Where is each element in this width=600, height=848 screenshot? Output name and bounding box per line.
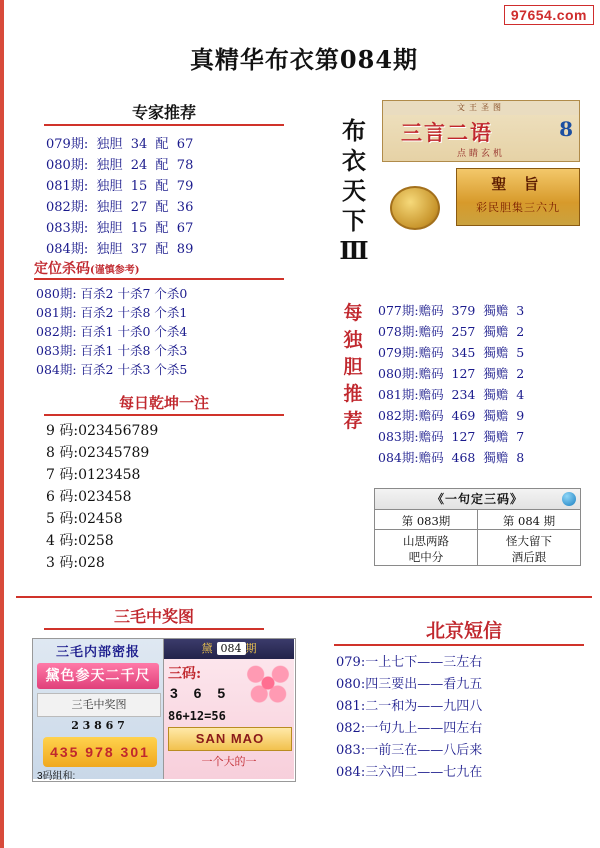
banner2-subtitle: 彩民胆集三六九: [476, 201, 560, 214]
dandan-list: [378, 300, 588, 468]
list-item: 081:二一和为——九四八: [336, 699, 483, 714]
list-item: 080期:赡码 127 獨赡 2: [378, 366, 525, 381]
one-sentence-header-text: 《一句定三码》: [431, 492, 523, 506]
buyi-banner-2: [456, 168, 580, 226]
page-title: 真精华布衣第084期: [189, 45, 419, 74]
table-cell: 山思两路: [403, 534, 449, 548]
daily-section-title: 每日乾坤一注: [118, 394, 209, 412]
list-item: 083期: 百杀1 十杀8 个杀3: [36, 343, 188, 358]
beijing-section-title: 北京短信: [425, 620, 502, 642]
sanmao-right-issue-suffix: 期: [245, 642, 257, 655]
expert-divider: [44, 124, 284, 126]
daily-list: [46, 420, 296, 574]
list-item: 079期:赡码 345 獨赡 5: [378, 345, 525, 360]
list-item: 7 码:0123458: [46, 467, 141, 483]
list-item: 080期: 百杀2 十杀7 个杀0: [36, 286, 188, 301]
list-item: 084期: 百杀2 十杀3 个杀5: [36, 362, 188, 377]
list-item: 082期:赡码 469 獨赡 9: [378, 408, 525, 423]
bottom-divider: [16, 596, 592, 598]
sanmao-left-line5: 3码組和:: [37, 771, 76, 782]
expert-section-title: 专家推荐: [131, 103, 196, 122]
sanmao-right-panel: [164, 639, 294, 779]
table-cell: 怪大留下: [506, 534, 552, 548]
banner-number: 8: [559, 117, 573, 141]
banner2-title: 聖 旨: [491, 175, 545, 193]
kill-list: [36, 284, 296, 379]
table-cell: 第 084 期: [502, 514, 556, 528]
sanmao-right-caption: 一个大的一: [201, 755, 257, 768]
list-item: 083:一前三在——八后来: [336, 743, 483, 758]
sanmao-divider: [44, 628, 264, 630]
table-horizontal-divider: [375, 529, 580, 530]
list-item: 082:一句九上——四左右: [336, 721, 483, 736]
expert-list: [46, 134, 296, 260]
beijing-list: [336, 652, 596, 784]
kill-title-note: (谨慎参考): [90, 265, 140, 276]
list-item: 3 码:028: [46, 555, 105, 571]
sanmao-left-line2: 黛色参天二千尺: [37, 663, 159, 689]
list-item: 084期: 独胆 37 配 89: [46, 242, 194, 257]
list-item: 6 码:023458: [46, 489, 132, 505]
sanmao-right-brand: SAN MAO: [168, 727, 292, 751]
list-item: 079:一上七下——三左右: [336, 655, 483, 670]
sanmao-right-formula: 86+12=56: [168, 709, 226, 723]
beijing-divider: [334, 644, 584, 646]
list-item: 081期: 独胆 15 配 79: [46, 179, 194, 194]
kill-divider: [34, 278, 284, 280]
sanmao-section-title: 三毛中奖图: [113, 607, 194, 626]
kill-section-title: [34, 258, 284, 278]
sanmao-right-tagbar: [164, 639, 294, 659]
list-item: 083期: 独胆 15 配 67: [46, 221, 194, 236]
sanmao-right-title: 三码:: [168, 666, 202, 682]
buyi-banner: [382, 100, 580, 162]
kill-title-text: 定位杀码: [34, 261, 90, 277]
globe-icon: [562, 492, 576, 506]
list-item: 5 码:02458: [46, 511, 123, 527]
list-item: 084期:赡码 468 獨赡 8: [378, 450, 525, 465]
sanmao-right-tag: 黛: [201, 642, 213, 655]
list-item: 081期: 百杀2 十杀8 个杀1: [36, 305, 188, 320]
list-item: 080期: 独胆 24 配 78: [46, 158, 194, 173]
sanmao-right-codes: 3 6 5: [170, 685, 232, 701]
list-item: 8 码:02345789: [46, 445, 150, 461]
list-item: 082期: 百杀1 十杀0 个杀4: [36, 324, 188, 339]
table-cell: 吧中分: [408, 550, 444, 564]
list-item: 081期:赡码 234 獨赡 4: [378, 387, 525, 402]
sanmao-left-line3: 三毛中奖图: [37, 693, 161, 717]
buyi-vertical-title: 布衣天下Ⅲ: [339, 116, 369, 265]
sanmao-left-numbers: 435 978 301: [43, 737, 157, 767]
dandan-vertical-title: 每独胆推荐: [343, 302, 363, 432]
banner-main-text: 三言二语: [401, 120, 493, 145]
list-item: 083期:赡码 127 獨赡 7: [378, 429, 525, 444]
list-item: 9 码:023456789: [46, 423, 159, 439]
one-sentence-box: [374, 488, 581, 566]
list-item: 082期: 独胆 27 配 36: [46, 200, 194, 215]
banner-bottom-text: 点睛玄机: [456, 149, 505, 159]
sanmao-image-block: [32, 638, 296, 782]
table-cell: 酒后跟: [511, 550, 547, 564]
list-item: 079期: 独胆 34 配 67: [46, 137, 194, 152]
list-item: 080:四三要出——看九五: [336, 677, 483, 692]
list-item: 4 码:0258: [46, 533, 114, 549]
list-item: 084:三六四二——七九在: [336, 765, 483, 780]
banner-top-text: 文王圣图: [383, 101, 579, 115]
sanmao-left-panel: [33, 639, 164, 782]
one-sentence-header: [375, 489, 580, 510]
list-item: 078期:赡码 257 獨赡 2: [378, 324, 525, 339]
flower-decoration-icon: [246, 661, 290, 705]
watermark: 97654.com: [504, 5, 594, 25]
list-item: 077期:赡码 379 獨赡 3: [378, 303, 525, 318]
sanmao-left-line1: 三毛内部密报: [55, 645, 140, 660]
sanmao-right-issue: 084: [217, 642, 246, 655]
table-cell: 第 083期: [401, 514, 451, 528]
daily-divider: [44, 414, 284, 416]
seal-icon: [390, 186, 440, 230]
sanmao-left-line4: 2 3 8 6 7: [71, 719, 125, 732]
